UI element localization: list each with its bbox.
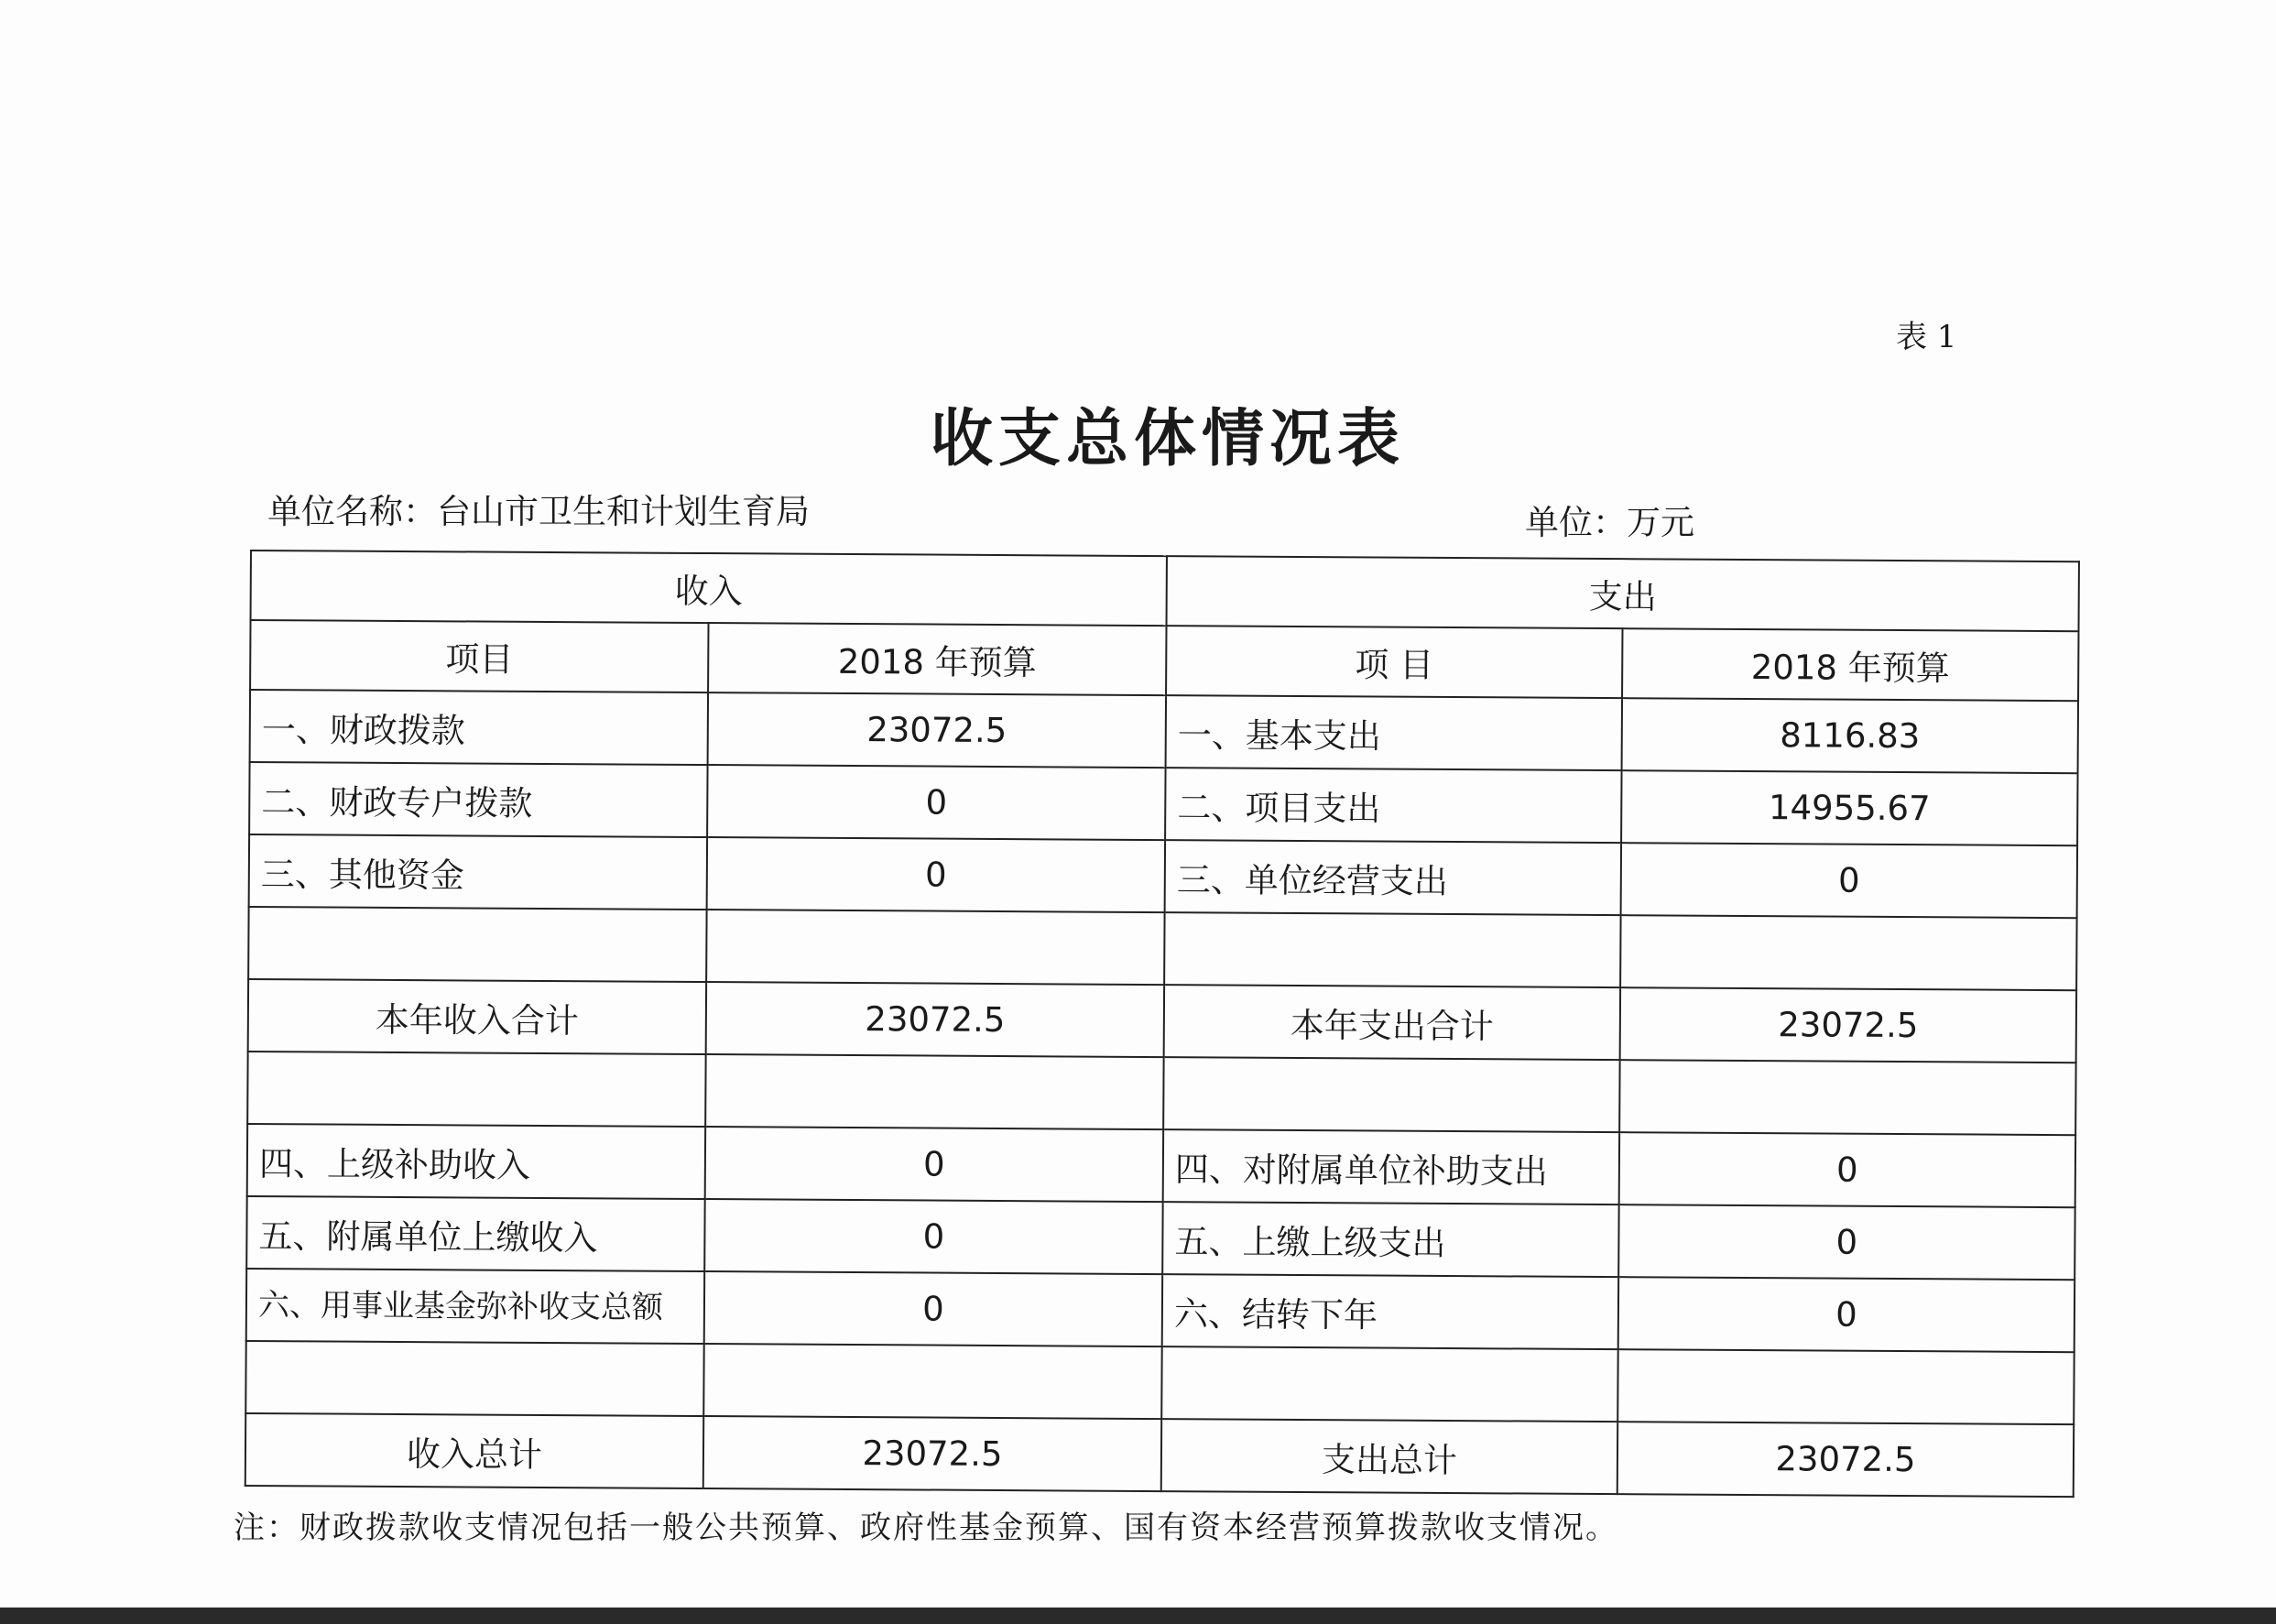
income-total-value: 23072.5 [703, 1416, 1161, 1491]
expense-value: 0 [1618, 1277, 2075, 1352]
income-label: 五、附属单位上缴收入 [246, 1196, 704, 1271]
expense-budget-header: 2018 年预算 [1622, 628, 2078, 701]
expense-label [1161, 1346, 1617, 1422]
expense-subtotal-value: 23072.5 [1620, 987, 2076, 1063]
income-header: 收入 [251, 550, 1167, 626]
expense-label: 六、结转下年 [1162, 1274, 1618, 1349]
table-row-empty [247, 1052, 2075, 1135]
income-label: 六、用事业基金弥补收支总额 [246, 1269, 704, 1344]
expense-value: 0 [1619, 1132, 2075, 1207]
footnote: 注：财政拨款收支情况包括一般公共预算、政府性基金预算、国有资本经营预算拨款收支情况。 [234, 1510, 1618, 1546]
expense-total-label: 支出总计 [1161, 1419, 1617, 1494]
income-label: 一、财政拨款 [250, 690, 708, 765]
income-subtotal-label: 本年收入合计 [248, 979, 706, 1054]
table-row [247, 1124, 2075, 1207]
income-item-header: 项目 [250, 620, 708, 692]
expense-label [1164, 912, 1620, 987]
expense-label: 三、单位经营支出 [1165, 840, 1621, 915]
section-header-row [251, 550, 2079, 631]
income-label [247, 1052, 705, 1127]
expense-label: 四、对附属单位补助支出 [1163, 1129, 1619, 1204]
income-value: 0 [704, 1199, 1162, 1274]
table-row [249, 834, 2077, 918]
income-total-label: 收入总计 [245, 1413, 703, 1488]
table-row [246, 1269, 2075, 1352]
total-row [245, 1413, 2074, 1497]
income-value: 23072.5 [708, 692, 1166, 768]
expense-value: 14955.67 [1621, 770, 2077, 845]
expense-value [1620, 915, 2076, 990]
income-label [245, 1341, 703, 1416]
income-value: 0 [704, 1271, 1162, 1346]
expense-value [1619, 1060, 2075, 1135]
expense-header: 支出 [1167, 556, 2079, 631]
expense-value [1617, 1349, 2074, 1424]
table-row-empty [248, 907, 2076, 990]
income-label: 四、上级补助收入 [247, 1124, 705, 1199]
income-value: 0 [705, 1127, 1163, 1202]
table-row [246, 1196, 2075, 1280]
income-value: 0 [707, 837, 1165, 912]
expense-label [1163, 1057, 1619, 1132]
income-label: 三、其他资金 [249, 834, 707, 910]
currency-unit: 单位：万元 [1525, 503, 1694, 542]
column-header-row [250, 620, 2078, 701]
table-row [249, 762, 2077, 845]
income-budget-header: 2018 年预算 [708, 623, 1166, 695]
expense-value: 0 [1618, 1204, 2075, 1280]
budget-table-container [245, 550, 2078, 1498]
expense-value: 0 [1621, 843, 2077, 918]
income-value: 0 [707, 765, 1165, 840]
income-label [248, 907, 706, 982]
income-value [705, 1054, 1163, 1129]
income-value [703, 1344, 1161, 1419]
budget-table [245, 550, 2080, 1498]
expense-total-value: 23072.5 [1617, 1422, 2074, 1497]
income-label: 二、财政专户拨款 [249, 762, 707, 837]
document-title: 收支总体情况表 [930, 402, 1405, 475]
table-row-empty [245, 1341, 2074, 1424]
expense-label: 二、项目支出 [1165, 768, 1621, 843]
income-subtotal-value: 23072.5 [706, 982, 1164, 1057]
expense-item-header: 项 目 [1166, 626, 1622, 698]
expense-label: 一、基本支出 [1166, 695, 1622, 770]
expense-value: 8116.83 [1622, 698, 2078, 773]
expense-subtotal-label: 本年支出合计 [1164, 985, 1620, 1060]
income-value [706, 910, 1164, 985]
unit-name: 单位名称：台山市卫生和计划生育局 [267, 492, 810, 531]
scan-edge-shadow [0, 1608, 2276, 1624]
expense-label: 五、上缴上级支出 [1162, 1202, 1618, 1277]
table-number: 表 1 [1896, 319, 1957, 355]
subtotal-row [248, 979, 2076, 1063]
table-row [250, 690, 2078, 773]
